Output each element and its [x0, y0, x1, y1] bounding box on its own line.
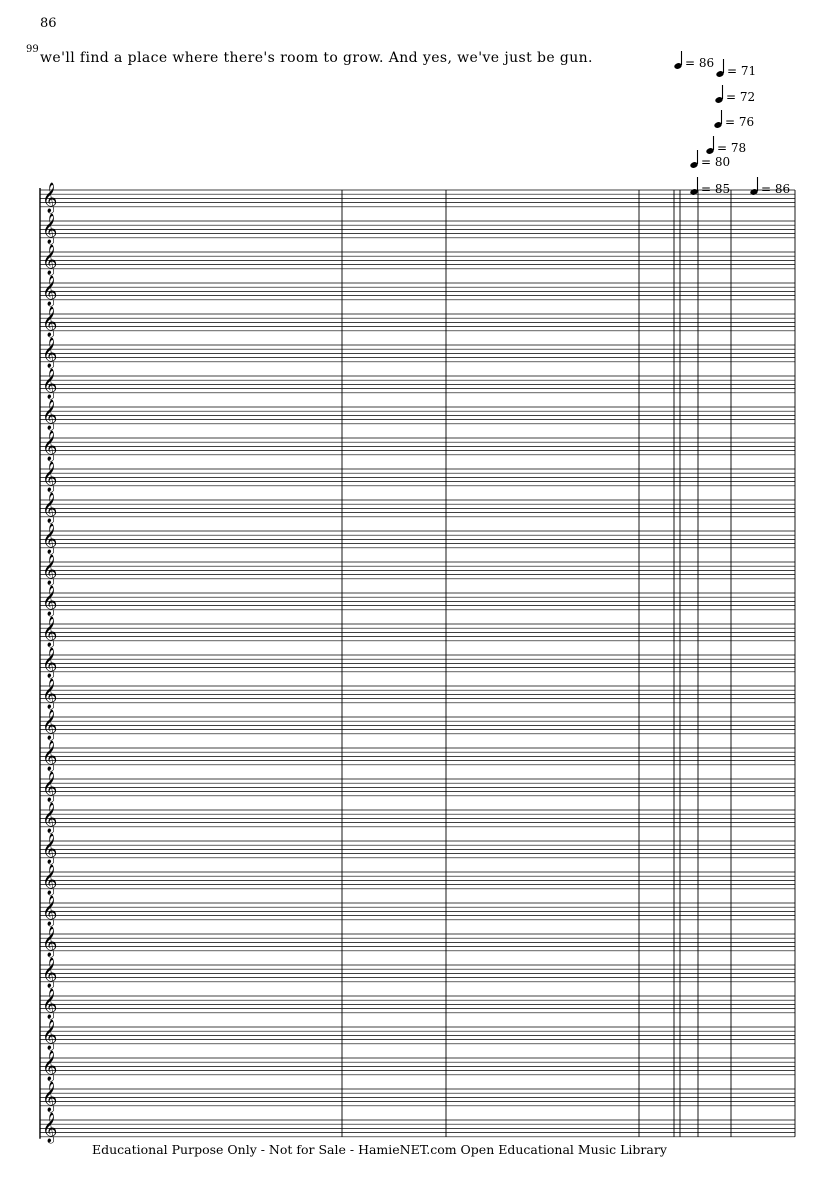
- staff: [40, 306, 795, 338]
- treble-clef-icon: 𝄞: [42, 989, 58, 1019]
- lyrics-line: we'll find a place where there's room to grow. And yes, we've just be gun.: [40, 50, 593, 66]
- staff: [40, 213, 795, 245]
- staff: [40, 244, 795, 276]
- staff: [40, 802, 795, 834]
- treble-clef-icon: 𝄞: [42, 896, 58, 926]
- staff: [40, 337, 795, 369]
- staff: [40, 1019, 795, 1051]
- footer-notice: Educational Purpose Only - Not for Sale - HamieNET.com Open Educational Music Library: [92, 1142, 667, 1157]
- staff: [40, 771, 795, 803]
- treble-clef-icon: 𝄞: [42, 772, 58, 802]
- staff: [40, 492, 795, 524]
- staff: [40, 988, 795, 1020]
- treble-clef-icon: 𝄞: [42, 617, 58, 647]
- treble-clef-icon: 𝄞: [42, 741, 58, 771]
- staff: [40, 430, 795, 462]
- treble-clef-icon: 𝄞: [42, 865, 58, 895]
- tempo-value: = 86: [685, 56, 715, 70]
- staff: [40, 523, 795, 555]
- staff: [40, 647, 795, 679]
- staff: [40, 275, 795, 307]
- staff: [40, 1081, 795, 1113]
- treble-clef-icon: 𝄞: [42, 586, 58, 616]
- treble-clef-icon: 𝄞: [42, 1020, 58, 1050]
- staff: [40, 926, 795, 958]
- treble-clef-icon: 𝄞: [42, 524, 58, 554]
- page-number: 86: [40, 16, 57, 31]
- treble-clef-icon: 𝄞: [42, 276, 58, 306]
- treble-clef-icon: 𝄞: [42, 834, 58, 864]
- staff: [40, 616, 795, 648]
- staff: [40, 833, 795, 865]
- staff: [40, 1112, 795, 1144]
- treble-clef-icon: 𝄞: [42, 958, 58, 988]
- staff: [40, 554, 795, 586]
- staff: [40, 895, 795, 927]
- tempo-value: = 85: [701, 182, 731, 196]
- tempo-value: = 72: [726, 90, 756, 104]
- staff: [40, 1050, 795, 1082]
- staff: [40, 709, 795, 741]
- staff: [40, 182, 795, 214]
- treble-clef-icon: 𝄞: [42, 307, 58, 337]
- staff: [40, 678, 795, 710]
- treble-clef-icon: 𝄞: [42, 338, 58, 368]
- treble-clef-icon: 𝄞: [42, 431, 58, 461]
- staff: [40, 461, 795, 493]
- treble-clef-icon: 𝄞: [42, 927, 58, 957]
- treble-clef-icon: 𝄞: [42, 710, 58, 740]
- treble-clef-icon: 𝄞: [42, 183, 58, 213]
- treble-clef-icon: 𝄞: [42, 245, 58, 275]
- staff: [40, 740, 795, 772]
- treble-clef-icon: 𝄞: [42, 1113, 58, 1143]
- tempo-value: = 78: [717, 141, 747, 155]
- treble-clef-icon: 𝄞: [42, 369, 58, 399]
- measure-number: 99: [26, 44, 39, 55]
- treble-clef-icon: 𝄞: [42, 555, 58, 585]
- treble-clef-icon: 𝄞: [42, 1051, 58, 1081]
- treble-clef-icon: 𝄞: [42, 214, 58, 244]
- treble-clef-icon: 𝄞: [42, 462, 58, 492]
- treble-clef-icon: 𝄞: [42, 679, 58, 709]
- staff: [40, 957, 795, 989]
- tempo-value: = 76: [725, 115, 755, 129]
- staff: [40, 864, 795, 896]
- staff: [40, 585, 795, 617]
- treble-clef-icon: 𝄞: [42, 493, 58, 523]
- treble-clef-icon: 𝄞: [42, 648, 58, 678]
- treble-clef-icon: 𝄞: [42, 1082, 58, 1112]
- tempo-value: = 86: [761, 182, 791, 196]
- tempo-value: = 80: [701, 155, 731, 169]
- treble-clef-icon: 𝄞: [42, 400, 58, 430]
- tempo-value: = 71: [727, 64, 757, 78]
- staff: [40, 399, 795, 431]
- staff: [40, 368, 795, 400]
- treble-clef-icon: 𝄞: [42, 803, 58, 833]
